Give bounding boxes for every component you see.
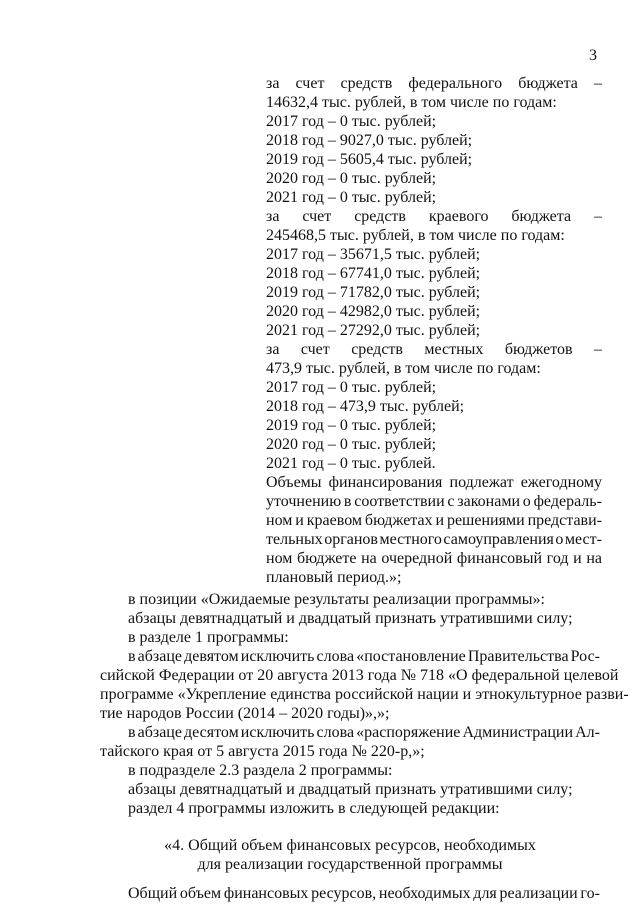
federal-year-2018: 2018 год – 9027,0 тыс. рублей; [266,132,473,149]
federal-budget-total: 14632,4 тыс. рублей, в том числе по годам: [266,94,557,111]
local-year-2018: 2018 год – 473,9 тыс. рублей; [266,398,465,415]
note-line: тельных органов местного самоуправления о мест- [266,531,602,548]
page-number: 3 [589,47,597,64]
local-budget-header: за счет средств местных бюджетов – [266,341,602,358]
local-year-2020: 2020 год – 0 тыс. рублей; [266,436,437,453]
amendment-para-9-last: тие народов России (2014 – 2020 годы)»,»; [100,705,390,722]
federal-year-2021: 2021 год – 0 тыс. рублей; [266,189,437,206]
amendment-section-4: раздел 4 программы изложить в следующей редакции: [128,800,500,817]
amendment-position: в позиции «Ожидаемые результаты реализации программы»: [128,591,545,608]
federal-year-2020: 2020 год – 0 тыс. рублей; [266,170,437,187]
local-year-2019: 2019 год – 0 тыс. рублей; [266,417,437,434]
amendment-subsection-2-3: в подразделе 2.3 раздела 2 программы: [128,762,393,779]
amendment-para-9-line: программе «Укрепление единства российской нации и этнокультурное разви- [100,686,629,703]
section-body-first-line: Общий объем финансовых ресурсов, необходимых для реализации го- [128,885,600,902]
section-title-line-2: для реализации государственной программы [197,856,503,873]
regional-year-2018: 2018 год – 67741,0 тыс. рублей; [266,265,481,282]
section-title-line-1: «4. Общий объем финансовых ресурсов, необходимых [164,837,536,854]
note-line: ном и краевом бюджетах и решениями представи- [266,512,602,529]
local-budget-total: 473,9 тыс. рублей, в том числе по годам: [266,360,541,377]
amendment-paragraphs-void: абзацы девятнадцатый и двадцатый признать утратившими силу; [128,610,573,627]
note-last-line: плановый период.»; [266,569,402,586]
regional-year-2019: 2019 год – 71782,0 тыс. рублей; [266,284,481,301]
amendment-paragraphs-void-2: абзацы девятнадцатый и двадцатый признать утратившими силу; [128,781,573,798]
note-line: ном бюджете на очередной финансовый год и на [266,550,602,567]
amendment-para-10-last: тайского края от 5 августа 2015 года № 220-р,»; [100,743,425,760]
federal-budget-header: за счет средств федерального бюджета – [266,75,602,92]
regional-budget-total: 245468,5 тыс. рублей, в том числе по годам: [266,227,565,244]
regional-year-2017: 2017 год – 35671,5 тыс. рублей; [266,246,481,263]
federal-year-2019: 2019 год – 5605,4 тыс. рублей; [266,151,473,168]
note-line: уточнению в соответствии с законами о федераль- [266,493,602,510]
regional-budget-header: за счет средств краевого бюджета – [266,208,602,225]
amendment-para-9-first: в абзаце девятом исключить слова «постановление Правительства Рос- [128,648,600,665]
amendment-section-1: в разделе 1 программы: [128,629,289,646]
local-year-2017: 2017 год – 0 тыс. рублей; [266,379,437,396]
federal-year-2017: 2017 год – 0 тыс. рублей; [266,113,437,130]
note-line: Объемы финансирования подлежат ежегодному [266,474,602,491]
amendment-para-10-first: в абзаце десятом исключить слова «распоряжение Администрации Ал- [128,724,600,741]
regional-year-2020: 2020 год – 42982,0 тыс. рублей; [266,303,481,320]
amendment-para-9-line: сийской Федерации от 20 августа 2013 года № 718 «О федеральной целевой [100,667,619,684]
regional-year-2021: 2021 год – 27292,0 тыс. рублей; [266,322,481,339]
local-year-2021: 2021 год – 0 тыс. рублей. [266,455,436,472]
